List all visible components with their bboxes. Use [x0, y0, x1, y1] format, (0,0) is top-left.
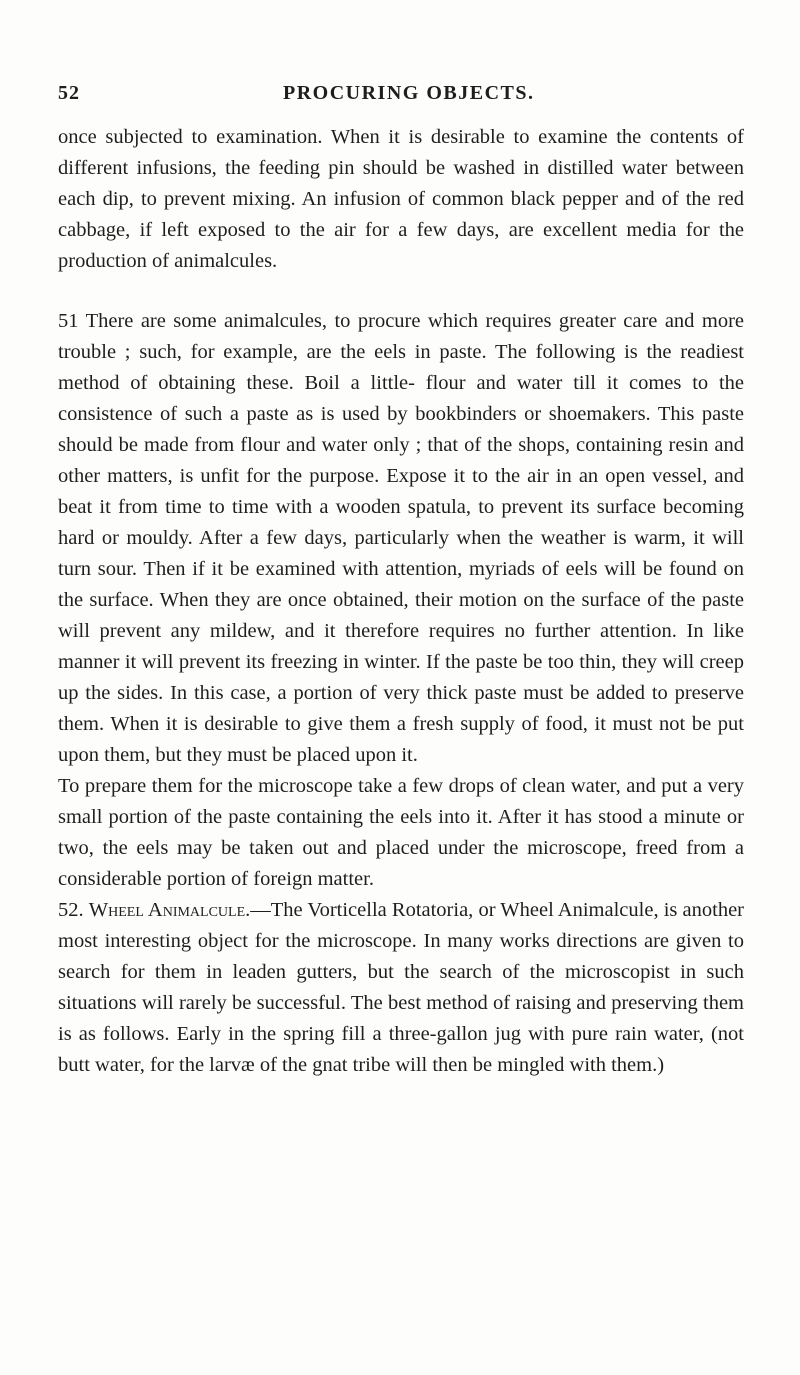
paragraph-52-wheel-animalcule [58, 895, 744, 1081]
page-header [58, 82, 744, 116]
section-heading: Wheel Animalcule. [88, 899, 251, 921]
section-number: 52. [58, 899, 84, 921]
section-text: —The Vorticella Rotatoria, or Wheel Animalcule, is another most interesting object for the microscope. In many works directions are given to search for them in leaden gutters, but the search of the microscopist in such situations will rarely be successful. The best method of raising and preserving them is as follows. Early in the spring fill a three-gallon jug with pure rain water, (not butt water, for the larvæ of the gnat tribe will then be mingled with them.) [58, 899, 744, 1076]
page-number: 52 [58, 82, 80, 104]
paragraph-continuation: once subjected to examination. When it is desirable to examine the contents of different infusions, the feeding pin should be washed in distilled water between each dip, to prevent mixing. An infusion of common black pepper and of the red cabbage, if left exposed to the air for a few days, are excellent media for the production of animalcules. [58, 126, 744, 272]
body-text [58, 122, 744, 1081]
paragraph-preparing-eels: To prepare them for the microscope take a few drops of clean water, and put a very small portion of the paste containing the eels into it. After it has stood a minute or two, the eels may be taken out and placed under the microscope, freed from a considerable portion of foreign matter. [58, 775, 744, 890]
running-head: PROCURING OBJECTS. [283, 82, 535, 104]
paragraph-51-eels-in-paste: 51 There are some animalcules, to procure which requires greater care and more trouble ; such, for example, are the eels in paste. The following is the readiest method of obtaining these. Boil a little- flour and water till it comes to the consistence of such a paste as is used by bookbinders or shoemakers. This paste should be made from flour and water only ; that of the shops, containing resin and other matters, is unfit for the purpose. Expose it to the air in an open vessel, and beat it from time to time with a wooden spatula, to prevent its surface becoming hard or mouldy. After a few days, particularly when the weather is warm, it will turn sour. Then if it be examined with attention, myriads of eels will be found on the surface. When they are once obtained, their motion on the surface of the paste will prevent any mildew, and it therefore requires no further attention. In like manner it will prevent its freezing in winter. If the paste be too thin, they will creep up the sides. In this case, a portion of very thick paste must be added to preserve them. When it is desirable to give them a fresh supply of food, it must not be put upon them, but they must be placed upon it. [58, 310, 744, 766]
